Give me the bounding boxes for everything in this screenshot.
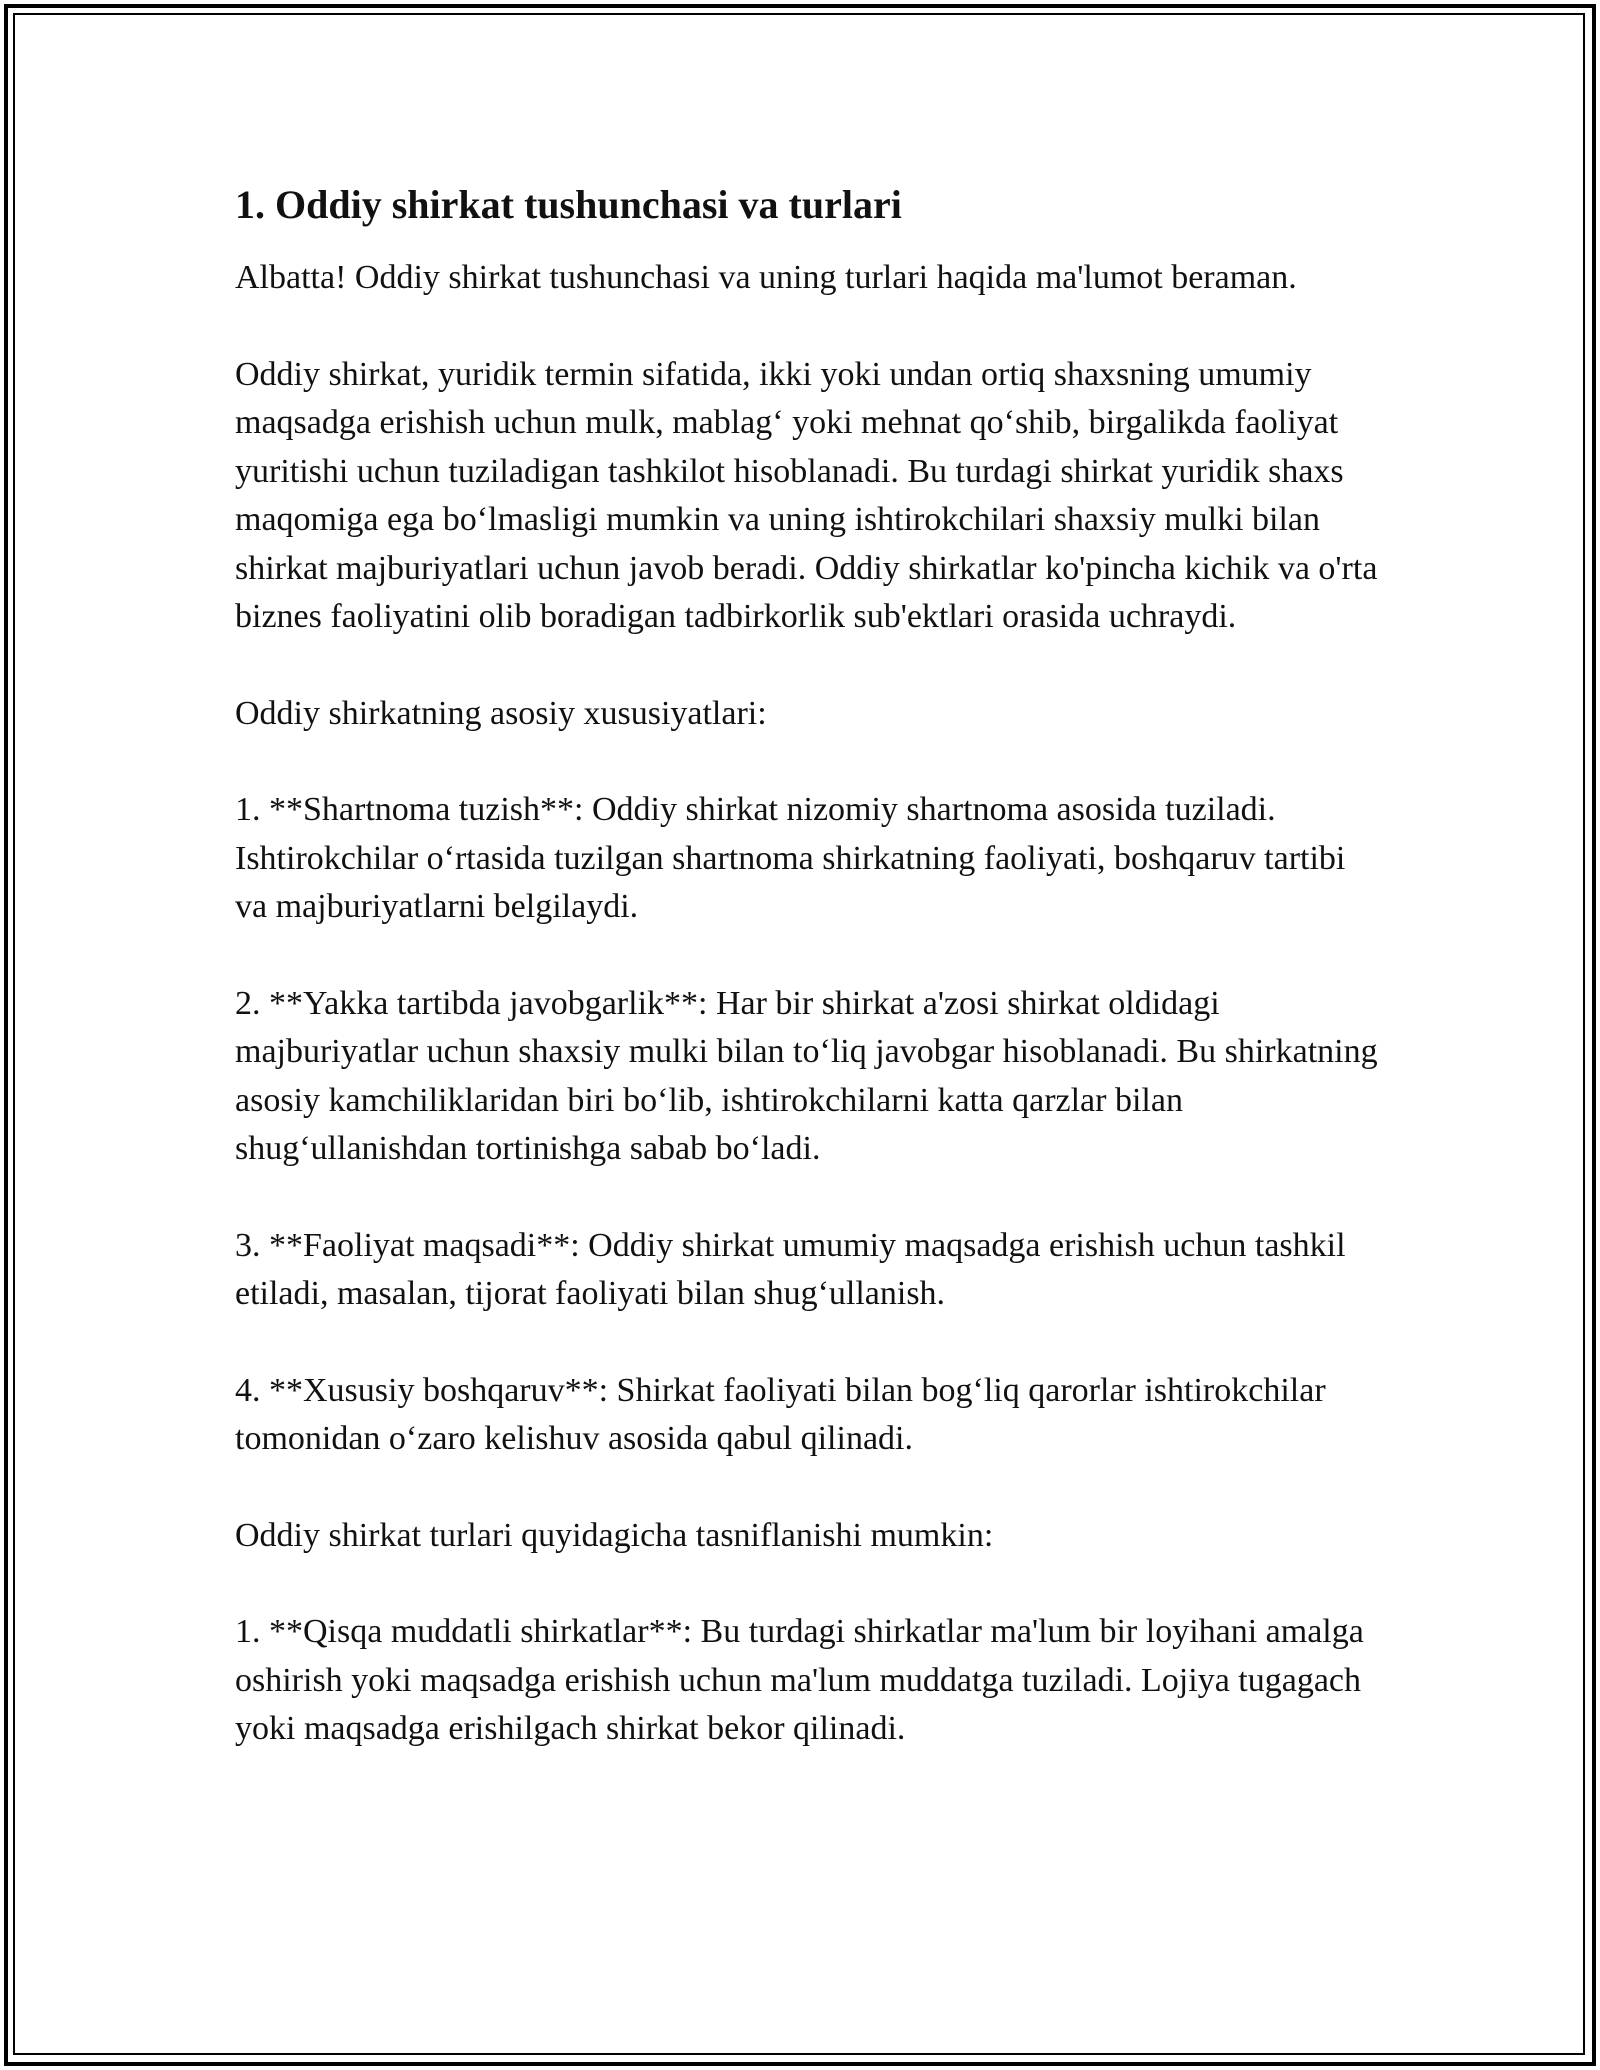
paragraph-type-1: 1. **Qisqa muddatli shirkatlar**: Bu turdagi shirkatlar ma'lum bir loyihani amalga oshirish yoki maqsadga erishish uchun ma'lum muddatga tuziladi. Lojiya tugagach yoki maqsadga erishilgach shirkat bekor qilinadi. [235, 1613, 1364, 1747]
paragraph-feature-2: 2. **Yakka tartibda javobgarlik**: Har bir shirkat a'zosi shirkat oldidagi majburiyatlar uchun shaxsiy mulki bilan to‘liq javobgar hisoblanadi. Bu shirkatning asosiy kamchiliklaridan biri bo‘lib, ishtirokchilarni katta qarzlar bilan shug‘ullanishdan tortinishga sabab bo‘ladi. [235, 984, 1378, 1167]
paragraph-types-heading: Oddiy shirkat turlari quyidagicha tasniflanishi mumkin: [235, 1516, 994, 1554]
paragraph-feature-3: 3. **Faoliyat maqsadi**: Oddiy shirkat umumiy maqsadga erishish uchun tashkil etiladi, masalan, tijorat faoliyati bilan shug‘ullanish. [235, 1226, 1346, 1312]
paragraph-intro: Albatta! Oddiy shirkat tushunchasi va uning turlari haqida ma'lumot beraman. [235, 259, 1297, 296]
paragraph-definition: Oddiy shirkat, yuridik termin sifatida, ikki yoki undan ortiq shaxsning umumiy maqsadga erishish uchun mulk, mablag‘ yoki mehnat qo‘shib, birgalikda faoliyat yuritishi uchun tuziladigan tashkilot hisoblanadi. Bu turdagi shirkat yuridik shaxs maqomiga ega bo‘lmasligi mumkin va uning ishtirokchilari shaxsiy mulki bilan shirkat majburiyatlari uchun javob beradi. Oddiy shirkatlar ko'pincha kichik va o'rta biznes faoliyatini olib boradigan tadbirkorlik sub'ektlari orasida uchraydi. [235, 355, 1378, 635]
document-title: 1. Oddiy shirkat tushunchasi va turlari [235, 182, 902, 227]
paragraph-features-heading: Oddiy shirkatning asosiy xususiyatlari: [235, 694, 767, 732]
paragraph-feature-4: 4. **Xususiy boshqaruv**: Shirkat faoliyati bilan bog‘liq qarorlar ishtirokchilar tomonidan o‘zaro kelishuv asosida qabul qilinadi. [235, 1371, 1326, 1457]
paragraph-feature-1: 1. **Shartnoma tuzish**: Oddiy shirkat nizomiy shartnoma asosida tuziladi. Ishtirokchilar o‘rtasida tuzilgan shartnoma shirkatning faoliyati, boshqaruv tartibi va majburiyatlarni belgilaydi. [235, 791, 1346, 925]
document-body [235, 180, 1385, 1754]
